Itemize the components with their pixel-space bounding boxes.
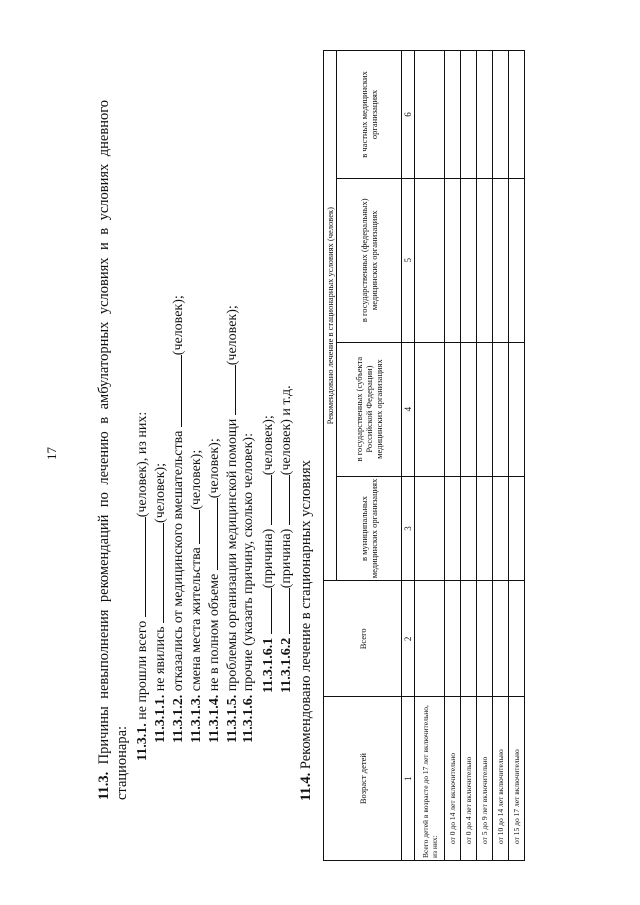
item-11-3-1-1 [151, 463, 169, 743]
item-suffix: (человек); [153, 462, 168, 523]
table-cell[interactable] [477, 476, 493, 581]
item-suffix: (человек) и т.д. [279, 385, 294, 476]
table-row [415, 51, 445, 861]
item-number: 11.3.1.1. [153, 694, 168, 743]
table-cell[interactable] [461, 476, 477, 581]
heading-word: по [96, 492, 112, 508]
blank-field [277, 475, 290, 525]
table-cell[interactable] [415, 178, 445, 342]
item-text: отказались от медицинского вмешательства [171, 430, 186, 692]
item-suffix: (человек); [207, 438, 222, 499]
table-cell[interactable] [415, 342, 445, 476]
item-11-3-1 [133, 412, 151, 761]
table-column-numbers [402, 51, 415, 861]
blank-field [223, 365, 236, 415]
section-11-4-number: 11.4. [298, 772, 314, 801]
item-number: 11.3.1.6.1 [261, 637, 276, 693]
header-group: Рекомендовано лечение в стационарных условиях (человек) [324, 51, 337, 581]
blank-field [133, 517, 146, 617]
item-text: не в полном объеме [207, 573, 222, 692]
header-federal: в государственных (федеральных) медицинских организациях [337, 178, 402, 342]
item-11-3-1-6-2 [277, 385, 295, 693]
table-cell[interactable] [415, 51, 445, 179]
item-suffix: (человек); [189, 449, 204, 510]
section-11-3-heading [96, 100, 113, 800]
item-text: не явились [153, 626, 168, 692]
heading-word: условиях [96, 257, 112, 315]
heading-word: Причины [96, 706, 112, 765]
column-number: 2 [402, 581, 415, 697]
heading-word: условиях [96, 163, 112, 221]
section-11-3-heading-cont: стационара: [114, 725, 130, 800]
row-label: от 10 до 14 лет включительно [493, 697, 509, 861]
table-cell[interactable] [493, 51, 509, 179]
item-suffix: (человек); [225, 305, 240, 366]
table-cell[interactable] [445, 178, 461, 342]
item-number: 11.3.1.3. [189, 694, 204, 743]
item-11-3-1-4 [205, 438, 223, 743]
table-cell[interactable] [415, 581, 445, 697]
table-cell[interactable] [493, 581, 509, 697]
heading-word: дневного [96, 99, 112, 157]
item-11-3-1-3 [187, 450, 205, 743]
item-number: 11.3.1.6. [241, 694, 256, 743]
header-age: Возраст детей [324, 697, 402, 861]
inpatient-treatment-table [323, 50, 525, 861]
item-number: 11.3.1.6.2 [279, 637, 294, 693]
table-cell[interactable] [445, 476, 461, 581]
section-11-4-title-text: Рекомендовано лечение в стационарных условиях [298, 460, 314, 770]
heading-word: невыполнения [96, 609, 112, 699]
item-text: не прошли всего [135, 620, 150, 720]
item-text: прочие (указать причину, сколько человек): [241, 433, 256, 692]
section-11-4-title [298, 460, 315, 801]
table-row [493, 51, 509, 861]
blank-field [259, 475, 272, 525]
row-label: от 15 до 17 лет включительно [509, 697, 525, 861]
table-header-row [324, 51, 337, 861]
table-cell[interactable] [445, 51, 461, 179]
item-number: 11.3.1.4. [207, 694, 222, 743]
heading-word: в [96, 227, 112, 235]
blank-field [259, 588, 272, 634]
table-cell[interactable] [493, 342, 509, 476]
table-cell[interactable] [509, 581, 525, 697]
table-cell[interactable] [461, 178, 477, 342]
item-number: 11.3.1.5. [225, 694, 240, 743]
column-number: 5 [402, 178, 415, 342]
row-label: Всего детей в возрасте до 17 лет включительно, из них: [415, 697, 445, 861]
table-cell[interactable] [477, 178, 493, 342]
blank-field [187, 510, 200, 544]
item-middle: (причина) [261, 528, 276, 589]
header-subject: в государственных (субъекта Российской Федерации) медицинских организациях [337, 342, 402, 476]
item-11-3-1-6 [241, 433, 257, 743]
item-number: 11.3.1.2. [171, 694, 186, 743]
table-cell[interactable] [493, 178, 509, 342]
row-label: от 5 до 9 лет включительно [477, 697, 493, 861]
table-cell[interactable] [477, 342, 493, 476]
table-cell[interactable] [415, 476, 445, 581]
blank-field [205, 498, 218, 570]
page-number: 17 [44, 447, 59, 460]
section-11-3-number: 11.3. [96, 771, 112, 800]
item-middle: (причина) [279, 528, 294, 589]
blank-field [151, 523, 164, 623]
column-number: 6 [402, 51, 415, 179]
table-cell[interactable] [445, 342, 461, 476]
blank-field [277, 588, 290, 634]
item-text: смена места жительства [189, 547, 204, 692]
table-row [445, 51, 461, 861]
heading-word: и [96, 242, 112, 250]
item-11-3-1-5 [223, 305, 241, 743]
header-private: в частных медицинских организациях [337, 51, 402, 179]
table-cell[interactable] [445, 581, 461, 697]
heading-word: лечению [96, 431, 112, 485]
item-11-3-1-2 [169, 295, 187, 743]
table-cell[interactable] [509, 51, 525, 179]
table-cell[interactable] [461, 342, 477, 476]
heading-word: рекомендаций [96, 514, 112, 603]
table-cell[interactable] [509, 476, 525, 581]
header-municipal: в муниципальных медицинских организациях [337, 476, 402, 581]
item-suffix: (человек); [261, 415, 276, 476]
column-number: 3 [402, 476, 415, 581]
row-label: от 0 до 4 лет включительно [461, 697, 477, 861]
table-cell[interactable] [477, 581, 493, 697]
table-cell[interactable] [461, 51, 477, 179]
column-number: 1 [402, 697, 415, 861]
item-suffix: (человек), из них: [135, 411, 150, 518]
table-row [509, 51, 525, 861]
table-cell[interactable] [493, 476, 509, 581]
table-row [477, 51, 493, 861]
table-cell[interactable] [477, 51, 493, 179]
table-cell[interactable] [461, 581, 477, 697]
item-text: проблемы организации медицинской помощи [225, 418, 240, 692]
table-cell[interactable] [509, 342, 525, 476]
row-label: от 0 до 14 лет включительно [445, 697, 461, 861]
item-11-3-1-6-1 [259, 415, 277, 693]
header-total: Всего [324, 581, 402, 697]
table-row [461, 51, 477, 861]
item-suffix: (человек); [171, 295, 186, 356]
heading-word: амбулаторных [96, 321, 112, 410]
blank-field [169, 355, 182, 427]
column-number: 4 [402, 342, 415, 476]
heading-word: в [96, 416, 112, 424]
table-cell[interactable] [509, 178, 525, 342]
item-number: 11.3.1. [135, 723, 150, 761]
